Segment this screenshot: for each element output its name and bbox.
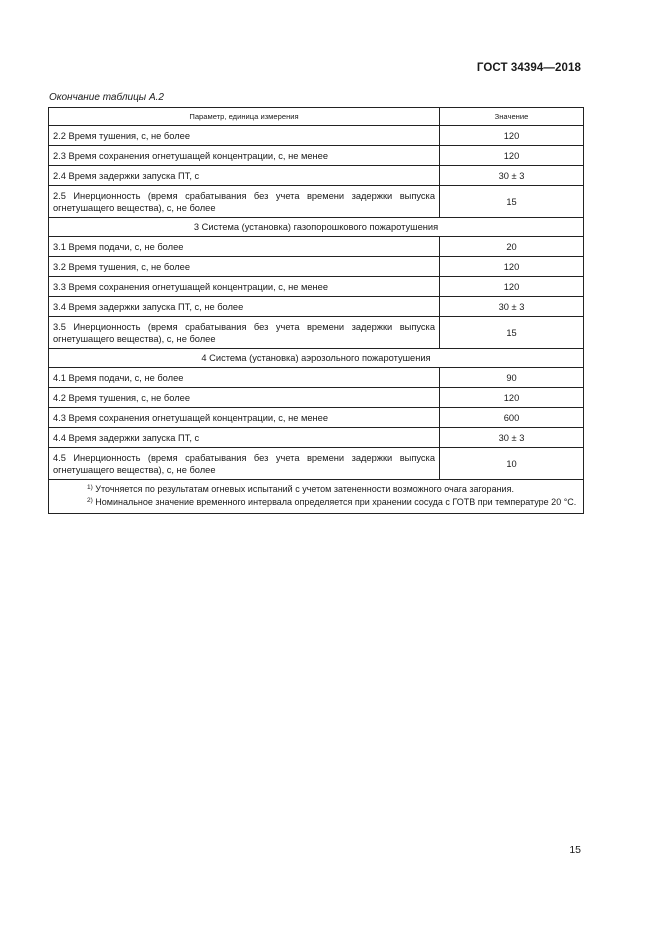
table-row: [49, 297, 584, 317]
value-cell: 120: [440, 126, 584, 146]
value-cell: 30 ± 3: [440, 297, 584, 317]
value-cell: 120: [440, 277, 584, 297]
value-cell: 120: [440, 257, 584, 277]
table-row: [49, 277, 584, 297]
table-row: [49, 146, 584, 166]
table-row: [49, 408, 584, 428]
footnotes-cell: [49, 480, 584, 514]
table-row: [49, 257, 584, 277]
parameter-cell: 2.2 Время тушения, с, не более: [49, 126, 440, 146]
value-cell: 90: [440, 368, 584, 388]
footnote-text: Номинальное значение временного интервала определяется при хранении сосуда с ГОТВ при температуре 20 °С.: [95, 497, 577, 507]
parameter-cell: 3.1 Время подачи, с, не более: [49, 237, 440, 257]
section-row: [49, 349, 584, 368]
section-row: [49, 218, 584, 237]
value-cell: 120: [440, 388, 584, 408]
footnote-mark: 1): [87, 484, 93, 491]
table-row: [49, 237, 584, 257]
section-title: 4 Система (установка) аэрозольного пожаротушения: [49, 349, 584, 368]
parameter-cell: 4.4 Время задержки запуска ПТ, с: [49, 428, 440, 448]
parameter-cell: 2.3 Время сохранения огнетушащей концентрации, с, не менее: [49, 146, 440, 166]
document-code: ГОСТ 34394—2018: [476, 62, 581, 74]
value-cell: 30 ± 3: [440, 166, 584, 186]
footnote-2: [53, 496, 579, 509]
value-cell: 30 ± 3: [440, 428, 584, 448]
parameter-cell: 4.5 Инерционность (время срабатывания без учета времени задержки выпуска огнетушащего вещества), с, не более: [49, 448, 440, 480]
footnote-mark: 2): [87, 497, 93, 504]
table-row: [49, 186, 584, 218]
table-row: [49, 388, 584, 408]
table-row: [49, 448, 584, 480]
footnote-1: [53, 483, 579, 496]
section-title: 3 Система (установка) газопорошкового пожаротушения: [49, 218, 584, 237]
column-header-parameter: Параметр, единица измерения: [49, 108, 440, 126]
table-row: [49, 126, 584, 146]
parameter-cell: 3.2 Время тушения, с, не более: [49, 257, 440, 277]
parameter-cell: 3.5 Инерционность (время срабатывания без учета времени задержки выпуска огнетушащего вещества), с, не более: [49, 317, 440, 349]
page-number: 15: [569, 844, 581, 856]
parameter-cell: 3.3 Время сохранения огнетушащей концентрации, с, не менее: [49, 277, 440, 297]
footnotes-row: [49, 480, 584, 514]
parameter-cell: 4.2 Время тушения, с, не более: [49, 388, 440, 408]
parameter-cell: 2.5 Инерционность (время срабатывания без учета времени задержки выпуска огнетушащего вещества), с, не более: [49, 186, 440, 218]
parameters-table: [48, 107, 584, 514]
table-row: [49, 166, 584, 186]
value-cell: 120: [440, 146, 584, 166]
table-row: [49, 428, 584, 448]
parameter-cell: 4.3 Время сохранения огнетушащей концентрации, с, не менее: [49, 408, 440, 428]
column-header-value: Значение: [440, 108, 584, 126]
value-cell: 15: [440, 317, 584, 349]
value-cell: 20: [440, 237, 584, 257]
value-cell: 600: [440, 408, 584, 428]
footnote-text: Уточняется по результатам огневых испытаний с учетом затененности возможного очага загорания.: [95, 484, 514, 494]
value-cell: 10: [440, 448, 584, 480]
table-header-row: [49, 108, 584, 126]
value-cell: 15: [440, 186, 584, 218]
parameter-cell: 2.4 Время задержки запуска ПТ, с: [49, 166, 440, 186]
parameter-cell: 3.4 Время задержки запуска ПТ, с, не более: [49, 297, 440, 317]
table-row: [49, 368, 584, 388]
table-caption: Окончание таблицы А.2: [49, 92, 164, 103]
table-row: [49, 317, 584, 349]
parameter-cell: 4.1 Время подачи, с, не более: [49, 368, 440, 388]
